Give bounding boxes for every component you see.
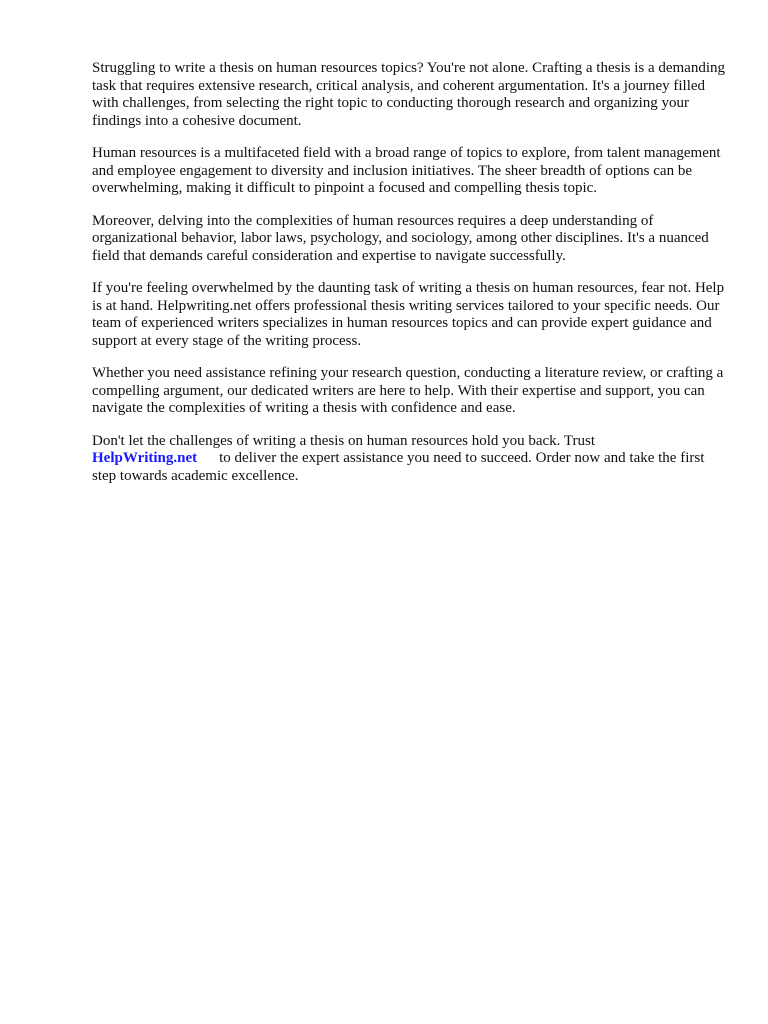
cta-text-after-link: to deliver the expert assistance you need to succeed. Order now and take the first step towards academic excellence. [92, 450, 705, 484]
paragraph-help: If you're feeling overwhelmed by the daunting task of writing a thesis on human resources, fear not. Help is at hand. Helpwriting.net offers professional thesis writing services tailored to your specific needs. Our team of experienced writers specializes in human resources topics and can provide expert guidance and support at every stage of the writing process. [92, 280, 725, 349]
paragraph-field-breadth: Human resources is a multifaceted field with a broad range of topics to explore, from talent management and employee engagement to diversity and inclusion initiatives. The sheer breadth of options can be overwhelming, making it difficult to pinpoint a focused and compelling thesis topic. [92, 145, 721, 196]
paragraph-intro: Struggling to write a thesis on human resources topics? You're not alone. Crafting a thesis is a demanding task that requires extensive research, critical analysis, and coherent argumentation. It's a journey filled with challenges, from selecting the right topic to conducting thorough research and organizing your findings into a cohesive document. [92, 60, 726, 129]
paragraph-call-to-action [92, 433, 732, 486]
cta-text-before-link: Don't let the challenges of writing a thesis on human resources hold you back. Trust [92, 432, 596, 449]
helpwriting-link[interactable]: HelpWriting.net [92, 450, 198, 466]
document-body [92, 60, 732, 500]
paragraph-complexity: Moreover, delving into the complexities of human resources requires a deep understanding of organizational behavior, labor laws, psychology, and sociology, among other disciplines. It's a nuanced field that demands careful consideration and expertise to navigate successfully. [92, 212, 709, 264]
paragraph-assistance: Whether you need assistance refining your research question, conducting a literature review, or crafting a compelling argument, our dedicated writers are here to help. With their expertise and support, you can navigate the complexities of writing a thesis with confidence and ease. [92, 365, 724, 416]
